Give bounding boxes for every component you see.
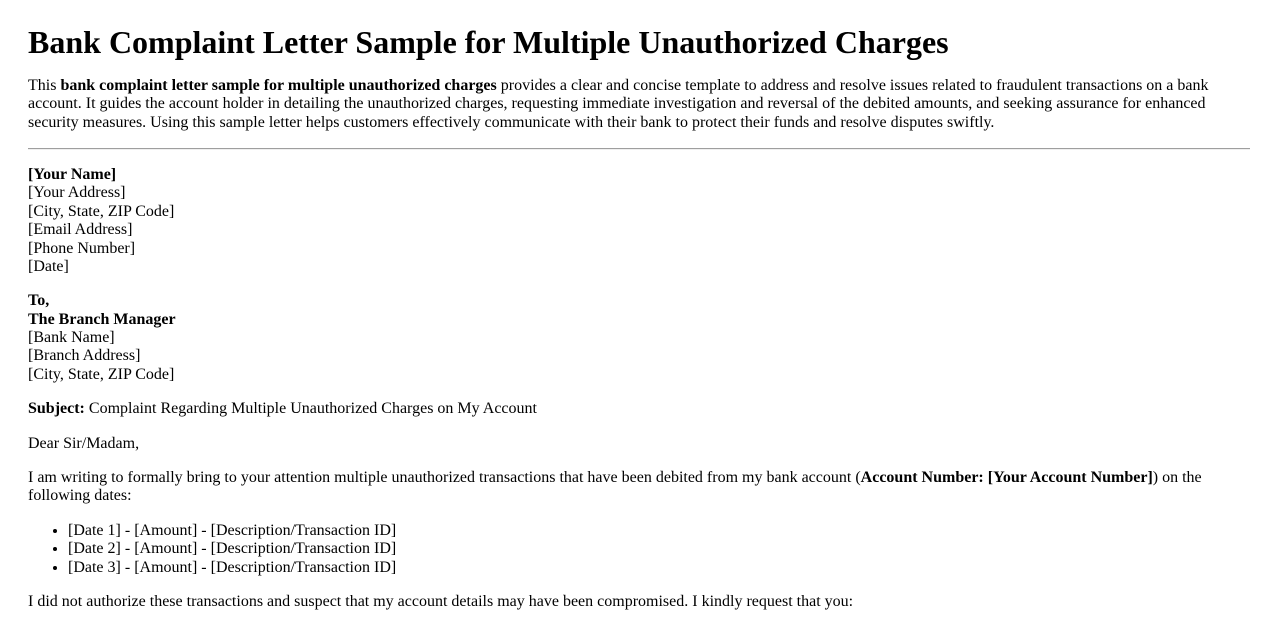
- body-paragraph: [28, 469, 1250, 506]
- sender-name: [Your Name]: [28, 165, 117, 183]
- page: [0, 24, 1278, 625]
- sender-phone: [Phone Number]: [28, 239, 136, 257]
- recipient-to: To,: [28, 292, 50, 310]
- charges-list: [28, 522, 1250, 577]
- subject-line: [28, 400, 1250, 418]
- recipient-branch-address: [Branch Address]: [28, 347, 141, 365]
- account-number-bold: Account Number: [Your Account Number]: [860, 469, 1153, 487]
- subject-label: Subject:: [28, 400, 85, 418]
- intro-paragraph: [28, 77, 1250, 132]
- sender-address: [Your Address]: [28, 184, 126, 202]
- body-post: ) on the following dates:: [28, 469, 1202, 505]
- sender-city: [City, State, ZIP Code]: [28, 202, 175, 220]
- body-pre: I am writing to formally bring to your attention multiple unauthorized transactions that have been debited from my bank account (: [28, 469, 861, 487]
- subject-text: Complaint Regarding Multiple Unauthorized Charges on My Account: [84, 400, 537, 418]
- sender-date: [Date]: [28, 257, 69, 275]
- sender-email: [Email Address]: [28, 221, 133, 239]
- recipient-city: [City, State, ZIP Code]: [28, 365, 175, 383]
- sender-address-block: [28, 166, 1250, 276]
- page-title: Bank Complaint Letter Sample for Multiple Unauthorized Charges: [28, 24, 949, 60]
- recipient-address-block: [28, 292, 1250, 384]
- closing-paragraph: I did not authorize these transactions and suspect that my account details may have been compromised. I kindly request that you:: [28, 593, 854, 610]
- intro-post: provides a clear and concise template to address and resolve issues related to fraudulent transactions on a bank account. It guides the account holder in detailing the unauthorized charges, requesting immediate investigation and reversal of the debited amounts, and seeking assurance for enhanced security measures. Using this sample letter helps customers effectively communicate with their bank to protect their funds and resolve disputes swiftly.: [28, 76, 1209, 131]
- charge-item: • [Date 2] - [Amount] - [Description/Transaction ID]: [68, 540, 1250, 558]
- charge-item: • [Date 3] - [Amount] - [Description/Transaction ID]: [68, 559, 1250, 577]
- section-divider: [28, 148, 1250, 150]
- intro-keyword-bold: bank complaint letter sample for multiple unauthorized charges: [60, 76, 497, 94]
- salutation: Dear Sir/Madam,: [28, 434, 140, 452]
- recipient-manager: The Branch Manager: [28, 310, 176, 328]
- charge-item: • [Date 1] - [Amount] - [Description/Transaction ID]: [68, 522, 1250, 540]
- intro-pre: This: [28, 76, 61, 94]
- recipient-bank: [Bank Name]: [28, 329, 115, 347]
- letter-article: [0, 24, 1278, 611]
